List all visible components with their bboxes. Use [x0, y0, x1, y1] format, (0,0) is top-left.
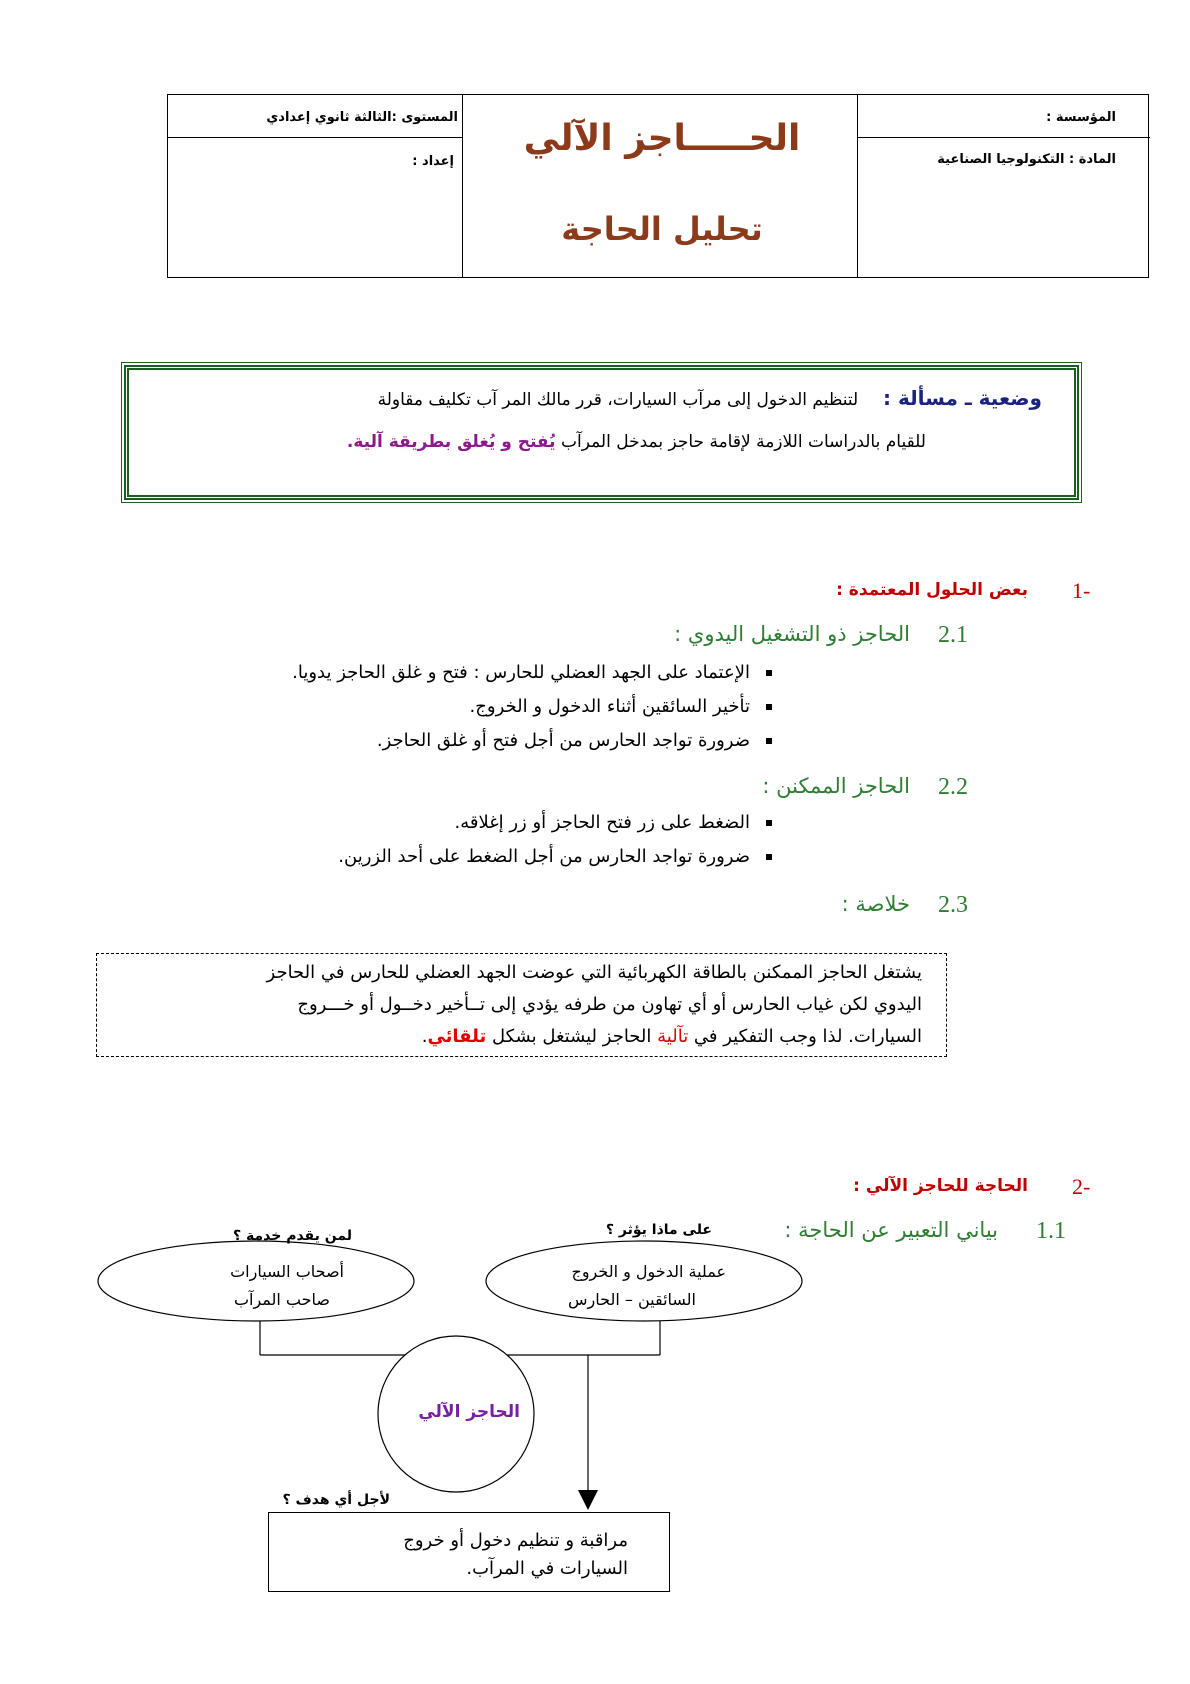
- section-2-title: الحاجة للحاجز الآلي :: [853, 1176, 1028, 1196]
- summary-line-2: اليدوي لكن غياب الحارس أو أي تهاون من طرفه يؤدي إلى تــأخير دخــول أو خـــروج: [297, 994, 922, 1015]
- prepared-by-label: إعداد :: [412, 154, 454, 169]
- question-who: لمن يقدم خدمة ؟: [233, 1228, 352, 1244]
- subsection-2-3-number: 2.3: [938, 892, 968, 918]
- situation-text-2: للقيام بالدراسات اللازمة لإقامة حاجز بمدخل المرآب: [555, 432, 926, 452]
- center-label: الحاجز الآلي: [418, 1402, 520, 1422]
- bullet-item: تأخير السائقين أثناء الدخول و الخروج.: [470, 696, 772, 717]
- situation-heading: وضعية ـ مسألة :: [883, 386, 1042, 410]
- section-1-title: بعض الحلول المعتمدة :: [836, 580, 1028, 600]
- bullet-item: ضرورة تواجد الحارس من أجل الضغط على أحد الزرين.: [338, 846, 772, 867]
- subsection-2-1-title: الحاجز ذو التشغيل اليدوي :: [674, 622, 910, 646]
- question-purpose: لأجل أي هدف ؟: [282, 1492, 390, 1508]
- page-subtitle: تحليل الحاجة: [561, 210, 763, 248]
- summary-line-1: يشتغل الحاجز الممكنن بالطاقة الكهربائية التي عوضت الجهد العضلي للحارس في الحاجز: [266, 962, 922, 983]
- subsection-2-2-title: الحاجز الممكنن :: [762, 774, 910, 798]
- subsection-2-2-number: 2.2: [938, 774, 968, 800]
- bullet-item: الإعتماد على الجهد العضلي للحارس : فتح و غلق الحاجز يدويا.: [292, 662, 772, 683]
- section-1-number: 1-: [1072, 578, 1091, 603]
- result-box: [268, 1512, 670, 1592]
- subsection-1-1-title: بياني التعبير عن الحاجة :: [784, 1218, 998, 1242]
- situation-highlight: يُفتح و يُغلق بطريقة آلية.: [346, 432, 556, 452]
- bullet-item: الضغط على زر فتح الحاجز أو زر إغلاقه.: [454, 812, 772, 833]
- right-ellipse: [486, 1241, 802, 1321]
- summary-line-3: السيارات. لذا وجب التفكير في تآلية الحاجز ليشتغل بشكل تلقائي.: [421, 1026, 922, 1047]
- arrow-head-icon: [578, 1490, 598, 1510]
- situation-text-1: لتنظيم الدخول إلى مرآب السيارات، قرر مالك المر آب تكليف مقاولة: [377, 390, 859, 410]
- left-ellipse-line-2: صاحب المرآب: [233, 1290, 330, 1309]
- section-2-number: 2-: [1072, 1174, 1091, 1199]
- left-ellipse: [98, 1241, 414, 1321]
- result-line-1: مراقبة و تنظيم دخول أو خروج: [403, 1530, 628, 1551]
- bullet-item: ضرورة تواجد الحارس من أجل فتح أو غلق الحاجز.: [377, 730, 772, 751]
- institution-label: المؤسسة :: [1046, 110, 1116, 125]
- left-ellipse-line-1: أصحاب السيارات: [230, 1262, 344, 1281]
- subsection-2-3-title: خلاصة :: [841, 892, 910, 916]
- page-title: الحـــــاجز الآلي: [523, 118, 801, 159]
- summary-highlight-bold: تلقائي: [427, 1026, 487, 1047]
- result-line-2: السيارات في المرآب.: [466, 1558, 628, 1579]
- subsection-1-1-number: 1.1: [1036, 1218, 1066, 1244]
- right-ellipse-line-2: السائقين – الحارس: [568, 1290, 696, 1309]
- right-ellipse-line-1: عملية الدخول و الخروج: [571, 1262, 726, 1281]
- subsection-2-1-number: 2.1: [938, 622, 968, 648]
- summary-highlight-red: تآلية: [657, 1026, 689, 1047]
- subject-label: المادة : التكنولوجيا الصناعية: [937, 152, 1116, 167]
- question-on-what: على ماذا يؤثر ؟: [605, 1222, 712, 1238]
- level-label: المستوى :الثالثة ثانوي إعدادي: [266, 110, 458, 125]
